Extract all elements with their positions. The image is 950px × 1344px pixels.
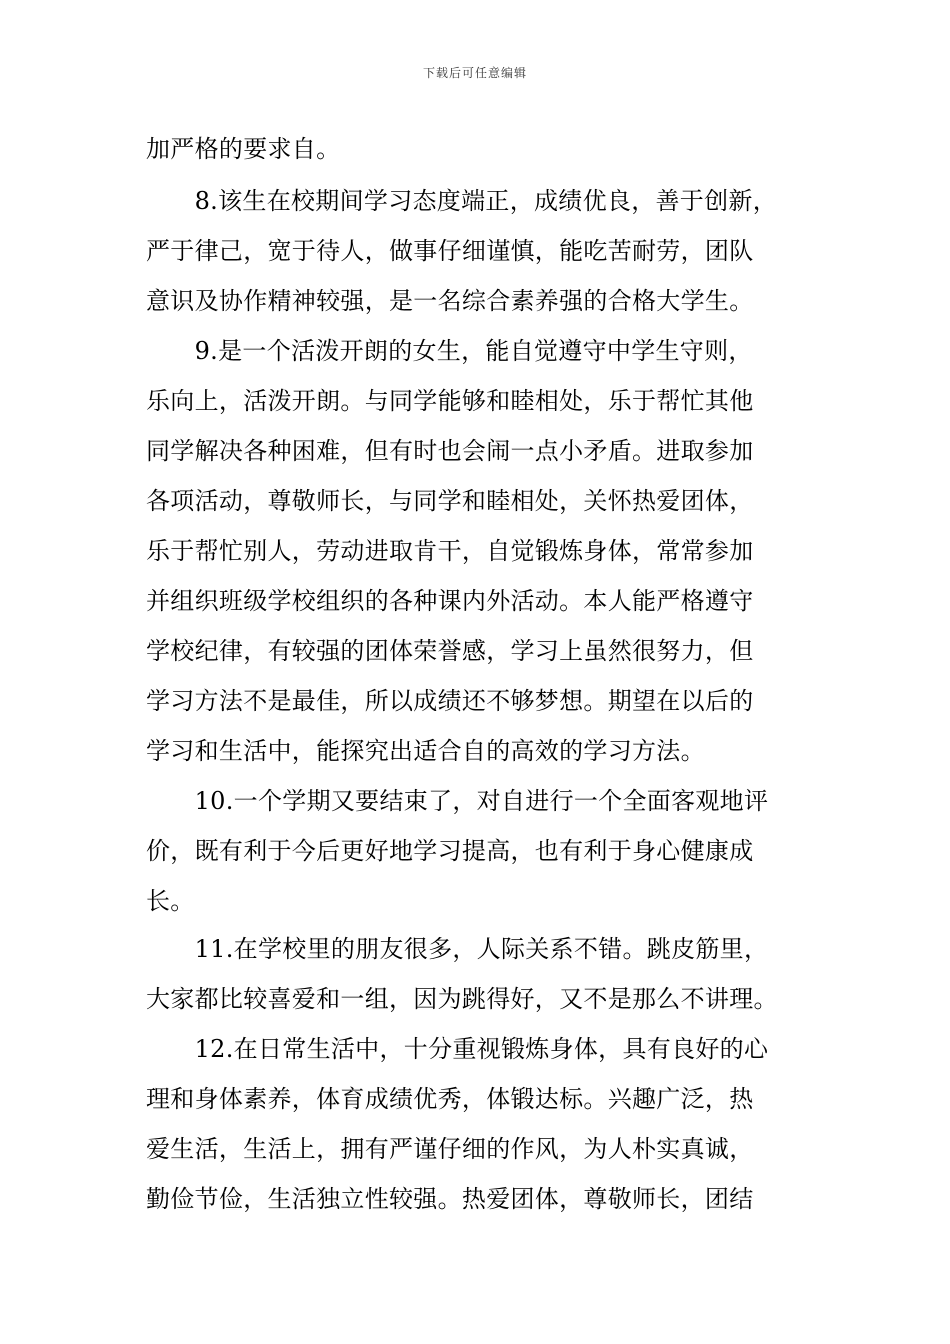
text-line: 爱生活，生活上，拥有严谨仔细的作风，为人朴实真诚， xyxy=(146,1135,754,1163)
text-line: 学习和生活中，能探究出适合自的高效的学习方法。 xyxy=(146,737,705,765)
text-line: 并组织班级学校组织的各种课内外活动。本人能严格遵守 xyxy=(146,587,754,615)
text-line: 8.该生在校期间学习态度端正，成绩优良，善于创新， xyxy=(146,187,777,215)
text-line: 同学解决各种困难，但有时也会闹一点小矛盾。进取参加 xyxy=(146,437,754,465)
text-line: 各项活动，尊敬师长，与同学和睦相处，关怀热爱团体， xyxy=(146,487,754,515)
text-line: 意识及协作精神较强，是一名综合素养强的合格大学生。 xyxy=(146,287,754,315)
text-line: 长。 xyxy=(146,887,195,915)
text-line: 9.是一个活泼开朗的女生，能自觉遵守中学生守则， xyxy=(146,337,753,365)
text-line: 理和身体素养，体育成绩优秀，体锻达标。兴趣广泛，热 xyxy=(146,1085,754,1113)
text-line: 加严格的要求自。 xyxy=(146,135,341,163)
text-line: 学习方法不是最佳，所以成绩还不够梦想。期望在以后的 xyxy=(146,687,754,715)
text-line: 大家都比较喜爱和一组，因为跳得好，又不是那么不讲理。 xyxy=(146,985,778,1013)
text-line: 乐向上，活泼开朗。与同学能够和睦相处，乐于帮忙其他 xyxy=(146,387,754,415)
text-line: 乐于帮忙别人，劳动进取肯干，自觉锻炼身体，常常参加 xyxy=(146,537,754,565)
text-line: 价，既有利于今后更好地学习提高，也有利于身心健康成 xyxy=(146,837,754,865)
page-header: 下载后可任意编辑 xyxy=(422,66,527,80)
text-line: 10.一个学期又要结束了，对自进行一个全面客观地评 xyxy=(146,787,769,815)
text-line: 严于律己，宽于待人，做事仔细谨慎，能吃苦耐劳，团队 xyxy=(146,237,754,265)
text-line: 12.在日常生活中，十分重视锻炼身体，具有良好的心 xyxy=(146,1035,769,1063)
text-line: 11.在学校里的朋友很多，人际关系不错。跳皮筋里， xyxy=(146,935,769,963)
text-line: 勤俭节俭，生活独立性较强。热爱团体，尊敬师长，团结 xyxy=(146,1185,754,1213)
text-line: 学校纪律，有较强的团体荣誉感，学习上虽然很努力，但 xyxy=(146,637,754,665)
